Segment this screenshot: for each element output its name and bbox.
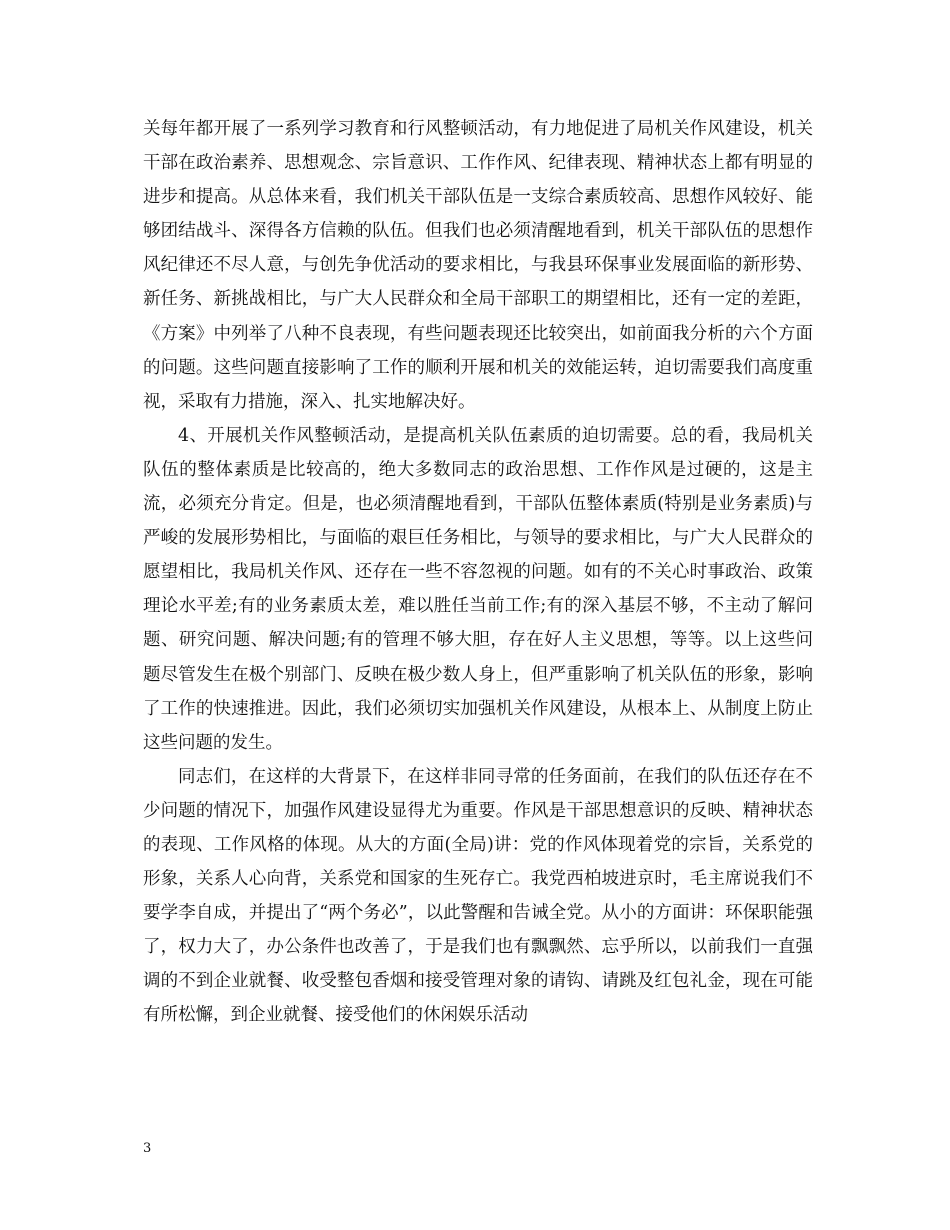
paragraph-1: 关每年都开展了一系列学习教育和行风整顿活动，有力地促进了局机关作风建设，机关干部在政治素养、思想观念、宗旨意识、工作作风、纪律表现、精神状态上都有明显的进步和提高。从总体来看，我们机关干部队伍是一支综合素质较高、思想作风较好、能够团结战斗、深得各方信赖的队伍。但我们也必须清醒地看到，机关干部队伍的思想作风纪律还不尽人意，与创先争优活动的要求相比，与我县环保事业发展面临的新形势、新任务、新挑战相比，与广大人民群众和全局干部职工的期望相比，还有一定的差距，《方案》中列举了八种不良表现，有些问题表现还比较突出，如前面我分析的六个方面的问题。这些问题直接影响了工作的顺利开展和机关的效能运转，迫切需要我们高度重视，采取有力措施，深入、扎实地解决好。 (143, 119, 813, 412)
paragraph-3: 同志们，在这样的大背景下，在这样非同寻常的任务面前，在我们的队伍还存在不少问题的情况下，加强作风建设显得尤为重要。作风是干部思想意识的反映、精神状态的表现、工作风格的体现。从大的方面(全局)讲：党的作风体现着党的宗旨，关系党的形象，关系人心向背，关系党和国家的生死存亡。我党西柏坡进京时，毛主席说我们不要学李自成，并提出了“两个务必”，以此警醒和告诫全党。从小的方面讲：环保职能强了，权力大了，办公条件也改善了，于是我们也有飘飘然、忘乎所以，以前我们一直强调的不到企业就餐、收受整包香烟和接受管理对象的请钩、请跳及红包礼金，现在可能有所松懈，到企业就餐、接受他们的休闲娱乐活动 (143, 766, 813, 1026)
page-number: 3 (143, 1141, 152, 1156)
document-body (143, 112, 813, 1033)
paragraph-2: 4、开展机关作风整顿活动，是提高机关队伍素质的迫切需要。总的看，我局机关队伍的整体素质是比较高的，绝大多数同志的政治思想、工作作风是过硬的，这是主流，必须充分肯定。但是，也必须清醒地看到，干部队伍整体素质(特别是业务素质)与严峻的发展形势相比，与面临的艰巨任务相比，与领导的要求相比，与广大人民群众的愿望相比，我局机关作风、还存在一些不容忽视的问题。如有的不关心时事政治、政策理论水平差;有的业务素质太差，难以胜任当前工作;有的深入基层不够，不主动了解问题、研究问题、解决问题;有的管理不够大胆，存在好人主义思想，等等。以上这些问题尽管发生在极个别部门、反映在极少数人身上，但严重影响了机关队伍的形象，影响了工作的快速推进。因此，我们必须切实加强机关作风建设，从根本上、从制度上防止这些问题的发生。 (143, 425, 813, 753)
